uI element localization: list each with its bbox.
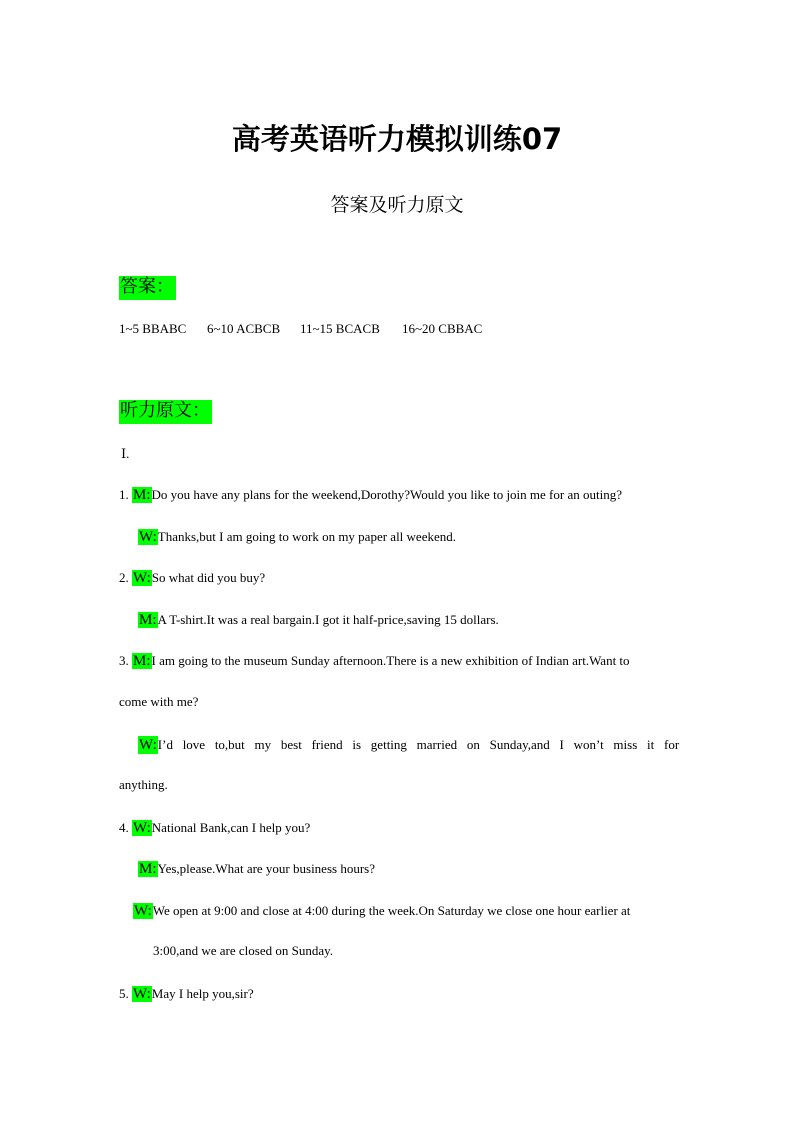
question-number: 2. [119,570,129,585]
dialogue-text: Yes,please.What are your business hours? [157,861,375,876]
dialogue-continuation: anything. [119,777,168,792]
transcript-heading: 听力原文： [119,400,212,424]
dialogue-line [138,736,680,754]
question-number: 4. [119,820,129,835]
dialogue-line [138,611,499,629]
dialogue-line [119,652,630,670]
dialogue-line [119,819,310,837]
speaker-label: M: [133,653,151,669]
speaker-label: W: [139,737,157,753]
speaker-label: M: [139,861,157,877]
speaker-label: W: [134,903,152,919]
dialogue-line [138,528,456,546]
dialogue-line [119,486,622,504]
dialogue-text: May I help you,sir? [151,986,254,1001]
speaker-label: M: [133,487,151,503]
dialogue-line [119,569,265,587]
part-marker: Ⅰ. [121,446,130,461]
answers-heading: 答案： [119,276,176,300]
dialogue-text: Thanks,but I am going to work on my paper all weekend. [157,529,456,544]
speaker-label: M: [139,612,157,628]
dialogue-line [138,860,375,878]
dialogue-text: I’d love to,but my best friend is getting married on Sunday,and I won’t miss it for [157,737,680,752]
dialogue-text: Do you have any plans for the weekend,Dorothy?Would you like to join me for an outing? [151,487,622,502]
page-subtitle: 答案及听力原文 [330,194,464,216]
question-number: 3. [119,653,129,668]
answer-group: 6~10 ACBCB [207,321,281,336]
speaker-label: W: [139,529,157,545]
dialogue-continuation: come with me? [119,694,199,709]
dialogue-text: National Bank,can I help you? [151,820,311,835]
dialogue-text: We open at 9:00 and close at 4:00 during the week.On Saturday we close one hour earlier at [152,903,631,918]
dialogue-line [119,985,254,1003]
speaker-label: W: [133,570,151,586]
speaker-label: W: [133,986,151,1002]
page-title: 高考英语听力模拟训练07 [231,122,563,156]
dialogue-continuation: 3:00,and we are closed on Sunday. [153,943,334,958]
answer-group: 16~20 CBBAC [402,321,483,336]
answer-group: 11~15 BCACB [300,321,380,336]
dialogue-text: I am going to the museum Sunday afternoon.There is a new exhibition of Indian art.Want to [151,653,630,668]
dialogue-line [133,902,630,920]
dialogue-text: A T-shirt.It was a real bargain.I got it half-price,saving 15 dollars. [157,612,499,627]
question-number: 1. [119,487,129,502]
speaker-label: W: [133,820,151,836]
dialogue-text: So what did you buy? [151,570,266,585]
answer-group: 1~5 BBABC [119,321,187,336]
question-number: 5. [119,986,129,1001]
